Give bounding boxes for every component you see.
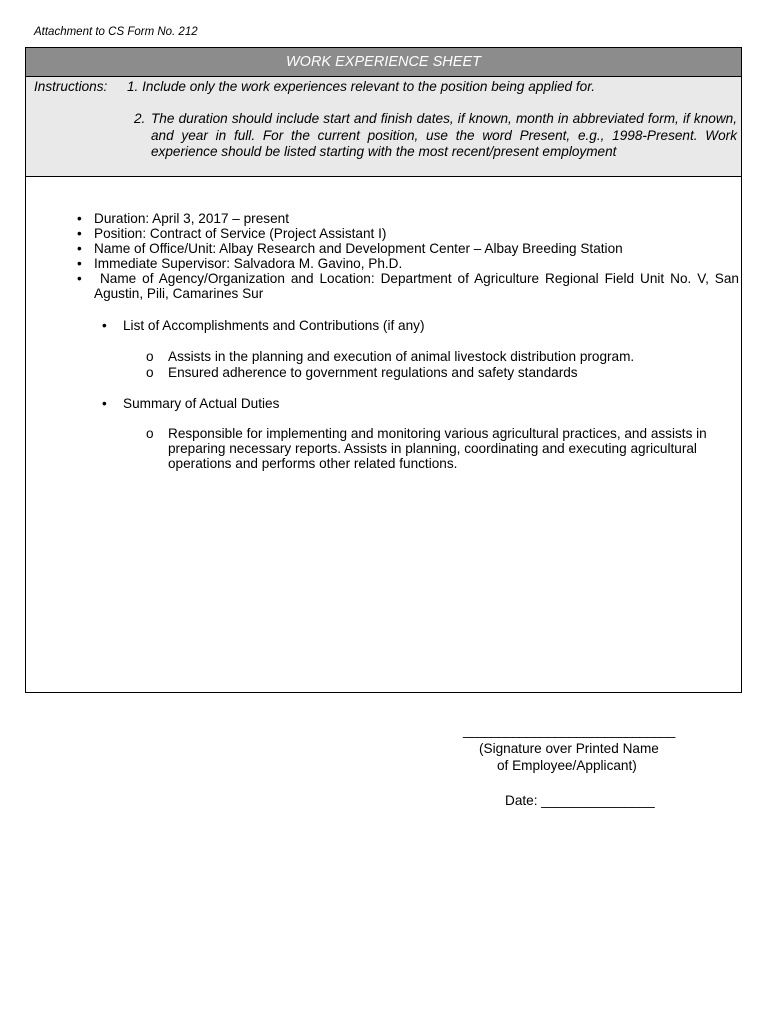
instructions-panel <box>26 77 741 177</box>
sub-bullet-icon: o <box>146 365 154 380</box>
work-experience-sheet <box>25 47 742 693</box>
bullet-icon: • <box>102 396 107 411</box>
accomplishment-item: Assists in the planning and execution of animal livestock distribution program. <box>168 349 635 364</box>
bullet-icon: • <box>77 211 82 226</box>
agency-line: Name of Agency/Organization and Location: Department of Agriculture Regional Field Unit No. V, San Agustin, Pili, Camarines Sur <box>94 271 743 302</box>
sub-bullet-icon: o <box>146 349 154 364</box>
signature-sublabel: of Employee/Applicant) <box>497 758 637 773</box>
accomplishments-label: List of Accomplishments and Contributions (if any) <box>123 318 425 333</box>
bullet-icon: • <box>102 318 107 333</box>
duty-item: Responsible for implementing and monitoring various agricultural practices, and assists in preparing necessary reports. Assists in planning, coordinating and executing agricultural operations and performs other related functions. <box>168 426 707 472</box>
sub-bullet-icon: o <box>146 426 154 441</box>
bullet-icon: • <box>77 226 82 241</box>
instruction-2 <box>134 111 737 161</box>
instruction-2-number: 2. <box>134 111 146 126</box>
sheet-title: WORK EXPERIENCE SHEET <box>26 48 741 77</box>
office-line: Name of Office/Unit: Albay Research and Development Center – Albay Breeding Station <box>94 241 623 256</box>
signature-label: (Signature over Printed Name <box>479 741 659 756</box>
supervisor-line: Immediate Supervisor: Salvadora M. Gavino, Ph.D. <box>94 256 403 271</box>
signature-line: ______________________________ <box>463 723 675 738</box>
duties-label: Summary of Actual Duties <box>123 396 280 411</box>
bullet-icon: • <box>77 256 82 271</box>
accomplishment-item: Ensured adherence to government regulations and safety standards <box>168 365 578 380</box>
instruction-2-text: The duration should include start and finish dates, if known, month in abbreviated form, if known, and year in full. For the current position, use the word Present, e.g., 1998-Present. Work experience should be listed starting with the most recent/present employment <box>151 111 737 159</box>
date-field: Date: _______________ <box>505 793 655 808</box>
bullet-icon: • <box>77 271 82 286</box>
bullet-icon: • <box>77 241 82 256</box>
duration-line: Duration: April 3, 2017 – present <box>94 211 289 226</box>
instruction-1: 1. Include only the work experiences relevant to the position being applied for. <box>127 79 596 94</box>
instructions-label: Instructions: <box>34 79 108 94</box>
position-line: Position: Contract of Service (Project Assistant I) <box>94 226 387 241</box>
attachment-note: Attachment to CS Form No. 212 <box>34 26 198 38</box>
